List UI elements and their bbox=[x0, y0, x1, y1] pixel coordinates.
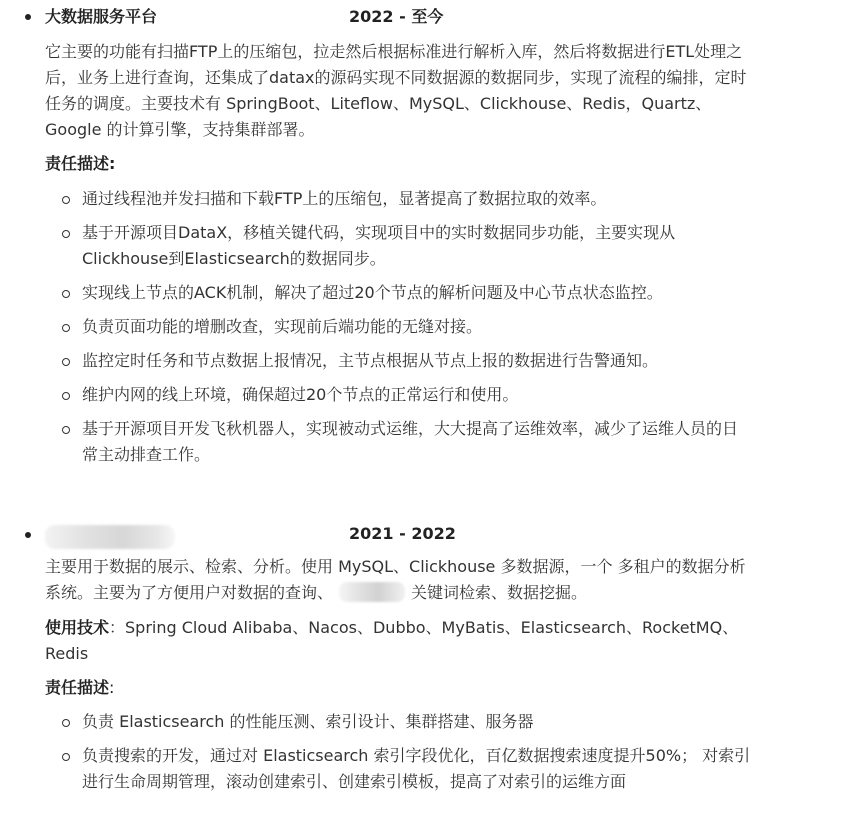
list-item-text: 维护内网的线上环境，确保超过20个节点的正常运行和使用。 bbox=[82, 385, 519, 404]
project-header bbox=[45, 521, 849, 547]
circle-bullet bbox=[62, 426, 70, 434]
list-item-text: 负责 Elasticsearch 的性能压测、索引设计、集群搭建、服务器 bbox=[82, 712, 534, 731]
tech-stack bbox=[45, 615, 755, 667]
list-bullet bbox=[25, 532, 31, 538]
project-header bbox=[45, 4, 849, 30]
list-item-text: 负责搜索的开发，通过对 Elasticsearch 索引字段优化，百亿数据搜索速度提升50%； 对索引进行生命周期管理，滚动创建索引、创建索引模板，提高了对索引的运维方面 bbox=[82, 746, 751, 791]
list-item-text: 通过线程池并发扫描和下载FTP上的压缩包，显著提高了数据拉取的效率。 bbox=[82, 189, 607, 208]
list-item-text: 负责页面功能的增删改查，实现前后端功能的无缝对接。 bbox=[82, 317, 483, 336]
circle-bullet bbox=[62, 324, 70, 332]
redacted-text bbox=[339, 582, 405, 602]
circle-bullet bbox=[62, 358, 70, 366]
circle-bullet bbox=[62, 230, 70, 238]
circle-bullet bbox=[62, 392, 70, 400]
project-date: 2021 - 2022 bbox=[349, 524, 456, 543]
responsibility-label-colon: : bbox=[109, 678, 115, 697]
project-title: 大数据服务平台 bbox=[45, 7, 158, 26]
responsibility-label-text: 责任描述 bbox=[45, 678, 110, 697]
circle-bullet bbox=[62, 719, 70, 727]
responsibility-label: 责任描述: bbox=[45, 154, 116, 173]
redacted-project-title bbox=[45, 525, 175, 549]
project-description: 它主要的功能有扫描FTP上的压缩包，拉走然后根据标准进行解析入库，然后将数据进行ETL处理之后，业务上进行查询，还集成了datax的源码实现不同数据源的数据同步，实现了流程的编排，定时任务的调度。主要技术有 SpringBoot、Liteflow、MySQL、Clickhouse、Redis，Quartz、Google 的计算引擎，支持集群部署。 bbox=[45, 42, 747, 139]
responsibility-label bbox=[45, 675, 114, 701]
description-text: 主要用于数据的展示、检索、分析。使用 MySQL、Clickhouse 多数据源，一个 多租户的数据分析系统。主要为了方便用户对数据的查询、 bbox=[45, 557, 746, 602]
list-item-text: 实现线上节点的ACK机制，解决了超过20个节点的解析问题及中心节点状态监控。 bbox=[82, 283, 663, 302]
list-item-text: 监控定时任务和节点数据上报情况，主节点根据从节点上报的数据进行告警通知。 bbox=[82, 351, 659, 370]
circle-bullet bbox=[62, 196, 70, 204]
project-description bbox=[45, 554, 755, 606]
tech-label: 使用技术 bbox=[45, 618, 110, 637]
description-text: 关键词检索、数据挖掘。 bbox=[411, 583, 588, 602]
list-bullet bbox=[25, 14, 31, 20]
project-date: 2022 - 至今 bbox=[349, 7, 444, 26]
list-item-text: 基于开源项目DataX，移植关键代码，实现项目中的实时数据同步功能，主要实现从Clickhouse到Elasticsearch的数据同步。 bbox=[82, 223, 676, 268]
circle-bullet bbox=[62, 290, 70, 298]
tech-text: ：Spring Cloud Alibaba、Nacos、Dubbo、MyBatis、Elasticsearch、RocketMQ、Redis bbox=[45, 618, 739, 663]
list-item-text: 基于开源项目开发飞秋机器人，实现被动式运维，大大提高了运维效率，减少了运维人员的日常主动排查工作。 bbox=[82, 419, 739, 464]
circle-bullet bbox=[62, 753, 70, 761]
